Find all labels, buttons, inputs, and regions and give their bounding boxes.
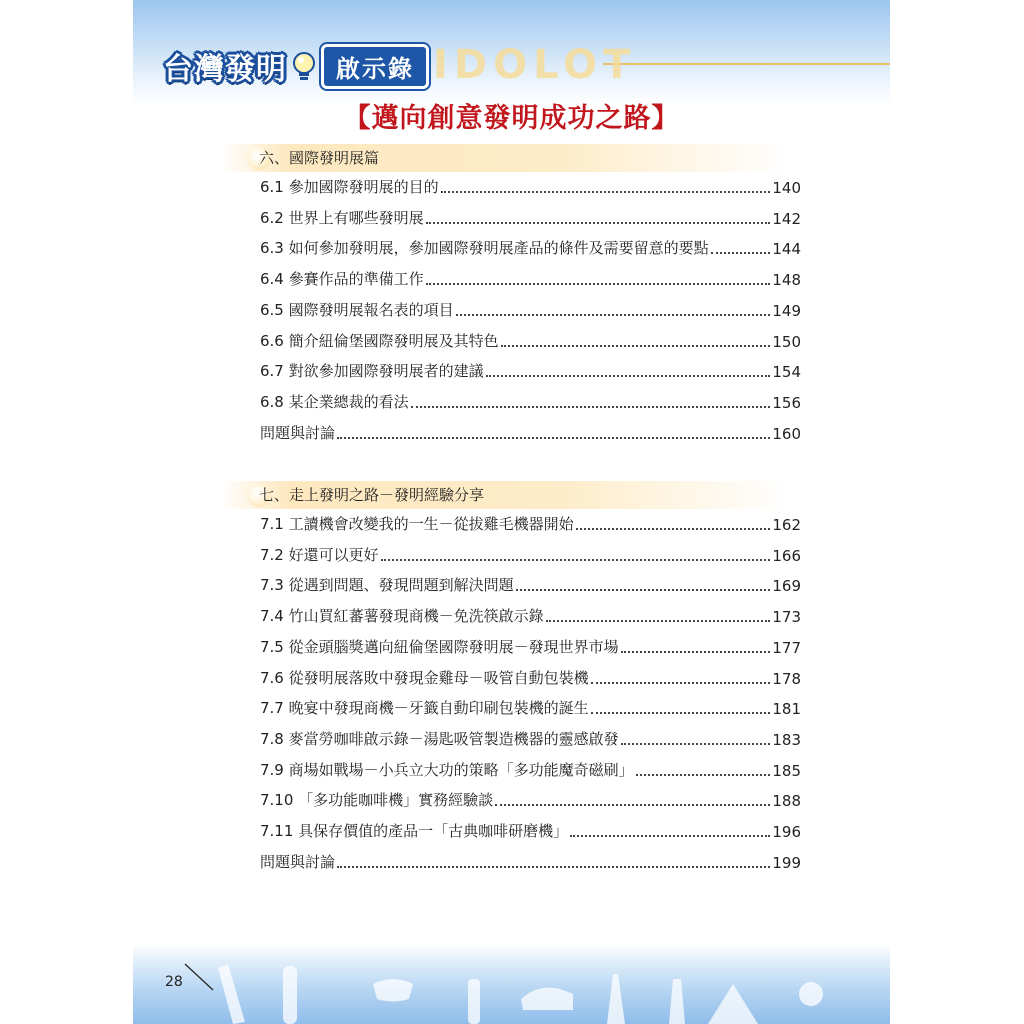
toc-entry-title: 7.4 竹山買紅蕃薯發現商機－免洗筷啟示錄 [260, 607, 544, 626]
toc-entry-title: 6.5 國際發明展報名表的項目 [260, 300, 454, 319]
toc-entry-title: 7.5 從金頭腦獎邁向紐倫堡國際發明展－發現世界市場 [260, 637, 619, 656]
toc-leader-dots [591, 682, 771, 684]
toc-entry-title: 6.2 世界上有哪些發明展 [260, 208, 424, 227]
page-number-slash-decoration [183, 962, 215, 992]
toc-entry [260, 666, 801, 688]
toc-entry-page-number: 178 [772, 669, 801, 688]
logo-main-text: 台灣發明 [163, 52, 287, 87]
toc-leader-dots [411, 406, 771, 408]
toc-entry [260, 421, 801, 443]
toc-entry [260, 206, 801, 228]
toc-entry-page-number: 160 [772, 424, 801, 443]
header-rule [603, 63, 890, 65]
toc-entry-title: 6.8 某企業總裁的看法 [260, 392, 409, 411]
toc-entry [260, 573, 801, 595]
toc-entry-title: 問題與討論 [260, 423, 336, 442]
section-heading-label: 七、走上發明之路－發明經驗分享 [259, 486, 485, 504]
toc-leader-dots [570, 835, 770, 837]
toc-entry-title: 7.8 麥當勞咖啡啟示錄－湯匙吸管製造機器的靈感啟發 [260, 729, 619, 748]
toc-entry-page-number: 140 [772, 179, 801, 197]
toc-entry [260, 267, 801, 289]
toc-entry-page-number: 166 [772, 546, 801, 565]
toc-entry-page-number: 149 [772, 301, 801, 320]
toc-leader-dots [426, 222, 771, 224]
toc-entry-page-number: 142 [772, 209, 801, 228]
toc-leader-dots [546, 620, 771, 622]
toc-leader-dots [621, 651, 771, 653]
toc-leader-dots [337, 866, 770, 868]
toc-entry-page-number: 181 [772, 700, 801, 719]
toc-entry-title: 6.6 簡介紐倫堡國際發明展及其特色 [260, 331, 499, 350]
section-heading-6 [221, 144, 789, 172]
toc-entry [260, 390, 801, 412]
toc-entry-title: 7.3 從遇到問題、發現問題到解決問題 [260, 576, 514, 595]
toc-leader-dots [516, 589, 771, 591]
toc-entry [260, 788, 801, 810]
toc-leader-dots [441, 191, 771, 193]
toc-entry [260, 175, 801, 197]
toc-leader-dots [576, 528, 771, 530]
series-logo [163, 44, 429, 88]
toc-entry-title: 7.6 從發明展落敗中發現金雞母－吸管自動包裝機 [260, 668, 589, 687]
toc-entry-page-number: 144 [772, 240, 801, 259]
toc-entry-page-number: 169 [772, 577, 801, 596]
toc-leader-dots [636, 774, 771, 776]
toc-entry-page-number: 188 [772, 792, 801, 811]
toc-entry-title: 7.2 好還可以更好 [260, 545, 379, 564]
logo-box-text: 啟示錄 [321, 44, 429, 89]
toc-entry-title: 6.1 參加國際發明展的目的 [260, 178, 439, 196]
section-heading-label: 六、國際發明展篇 [259, 149, 380, 167]
toc-entry-title: 7.7 晚宴中發現商機－牙籤自動印刷包裝機的誕生 [260, 699, 589, 718]
toc-entry-page-number: 177 [772, 638, 801, 657]
toc-entry [260, 727, 801, 749]
header-decorative-word: IDOLOT [433, 42, 637, 88]
toc-entry-page-number: 156 [772, 393, 801, 412]
toc-entry-page-number: 196 [772, 823, 801, 841]
toc-entry-title: 6.3 如何參加發明展，參加國際發明展產品的條件及需要留意的要點 [260, 239, 709, 258]
toc-entry [260, 758, 801, 780]
invention-silhouettes-decoration [133, 944, 890, 1024]
toc-leader-dots [337, 437, 770, 439]
toc-leader-dots [621, 743, 771, 745]
toc-entry [260, 236, 801, 258]
toc-entry [260, 298, 801, 320]
toc-leader-dots [495, 804, 770, 806]
toc-entry [260, 850, 801, 872]
toc-entry-page-number: 162 [772, 516, 801, 534]
toc-entry-title: 7.1 工讀機會改變我的一生－從拔雞毛機器開始 [260, 515, 574, 533]
toc-entry [260, 604, 801, 626]
toc-entry [260, 543, 801, 565]
toc-leader-dots [501, 345, 771, 347]
toc-leader-dots [711, 252, 771, 254]
toc-entry [260, 635, 801, 657]
toc-entry [260, 512, 801, 534]
toc-entry [260, 696, 801, 718]
page-number: 28 [165, 974, 183, 990]
toc-entry [260, 359, 801, 381]
toc-entry-page-number: 199 [772, 853, 801, 872]
toc-entry-page-number: 183 [772, 730, 801, 749]
toc-leader-dots [591, 712, 771, 714]
page-title: 【邁向創意發明成功之路】 [343, 103, 680, 134]
toc-leader-dots [381, 559, 771, 561]
toc-entry-title: 7.9 商場如戰場－小兵立大功的策略「多功能魔奇磁刷」 [260, 760, 634, 779]
toc-entry-title: 7.10 「多功能咖啡機」實務經驗談 [260, 791, 494, 810]
toc-leader-dots [426, 283, 771, 285]
section-heading-7 [221, 481, 789, 509]
lightbulb-icon [291, 51, 317, 81]
toc-leader-dots [456, 314, 771, 316]
toc-entry-page-number: 173 [772, 608, 801, 627]
toc-entry-title: 問題與討論 [260, 852, 336, 871]
toc-entry [260, 329, 801, 351]
toc-leader-dots [486, 375, 771, 377]
toc-entry-title: 6.7 對欲參加國際發明展者的建議 [260, 362, 484, 381]
toc-entry [260, 819, 801, 841]
toc-entry-title: 7.11 具保存價值的產品一「古典咖啡研磨機」 [260, 822, 569, 840]
toc-entry-page-number: 148 [772, 271, 801, 290]
book-page [133, 0, 890, 1024]
toc-entry-page-number: 154 [772, 363, 801, 382]
toc-entry-page-number: 150 [772, 332, 801, 351]
toc-entry-title: 6.4 參賽作品的準備工作 [260, 270, 424, 289]
toc-entry-page-number: 185 [772, 761, 801, 780]
